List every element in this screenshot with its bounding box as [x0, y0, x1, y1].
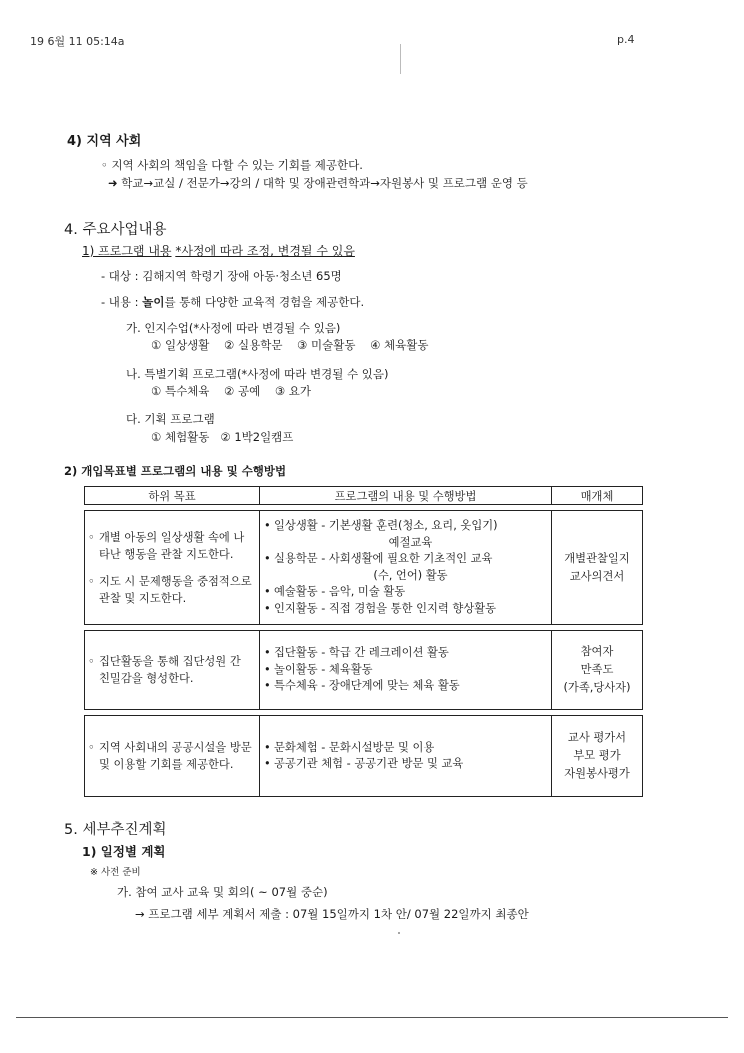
program-content-heading: [82, 242, 355, 259]
header-goal: 하위 목표: [85, 487, 260, 505]
header-media: 매개체: [552, 487, 643, 505]
community-line-1: ◦ 지역 사회의 책임을 다할 수 있는 기회를 제공한다.: [101, 158, 363, 172]
content-suffix: 를 통해 다양한 교육적 경험을 제공한다.: [164, 295, 365, 309]
prep-note: ※ 사전 준비: [90, 867, 141, 878]
table-heading: 2) 개입목표별 프로그램의 내용 및 수행방법: [64, 464, 287, 478]
intervention-table: [84, 486, 643, 797]
goal-cell: [85, 716, 260, 797]
program-item: • 인지활동 - 직접 경험을 통한 인지력 향상활동: [264, 601, 547, 618]
goal-text: ◦ 지도 시 문제행동을 중점적으로 관찰 및 지도한다.: [89, 573, 255, 607]
program-item: • 공공기관 체험 - 공공기관 방문 및 교육: [264, 756, 547, 773]
target-line: - 대상 : 김해지역 학령기 장애 아동·청소년 65명: [101, 269, 342, 283]
prep-item-ga: 가. 참여 교사 교육 및 회의( ~ 07월 중순): [117, 885, 328, 899]
footer-rule: [16, 1017, 728, 1018]
table-header-row: [85, 487, 643, 505]
media-cell: 참여자 만족도 (가족,당사자): [552, 631, 643, 710]
header-program: 프로그램의 내용 및 수행방법: [260, 487, 552, 505]
program-cell: [260, 511, 552, 625]
program-cell: [260, 716, 552, 797]
fax-timestamp: 19 6월 11 05:14a: [30, 35, 125, 48]
program-item: • 문화체험 - 문화시설방문 및 이용: [264, 740, 547, 757]
community-line-2-text: 학교→교실 / 전문가→강의 / 대학 및 장애관련학과→자원봉사 및 프로그램 운영 등: [121, 176, 528, 190]
table-row: [85, 631, 643, 710]
goal-text: ◦ 지역 사회내의 공공시설을 방문 및 이용할 기회를 제공한다.: [89, 739, 255, 773]
da-title: 다. 기획 프로그램: [126, 412, 215, 426]
content-prefix: - 내용 :: [101, 295, 143, 309]
program-item: • 특수체육 - 장애단계에 맞는 체육 활동: [264, 678, 547, 695]
goal-cell: [85, 631, 260, 710]
goal-text: ◦ 개별 아동의 일상생활 속에 나타난 행동을 관찰 지도한다.: [89, 529, 255, 563]
table-row: [85, 511, 643, 625]
section-4-title: 4. 주요사업내용: [64, 222, 167, 238]
scan-mark: [400, 44, 401, 74]
na-title: 나. 특별기획 프로그램(*사정에 따라 변경될 수 있음): [126, 367, 389, 381]
program-item: • 집단활동 - 학급 간 레크레이션 활동: [264, 645, 547, 662]
program-item: • 예술활동 - 음악, 미술 활동: [264, 584, 547, 601]
goal-text: ◦ 집단활동을 통해 집단성원 간 친밀감을 형성한다.: [89, 653, 255, 687]
page-number: p.4: [617, 33, 635, 46]
program-item: • 일상생활 - 기본생활 훈련(청소, 요리, 옷입기) 예절교육: [264, 518, 547, 551]
media-cell: 교사 평가서 부모 평가 자원봉사평가: [552, 716, 643, 797]
prep-item-arrow: → 프로그램 세부 계획서 제출 : 07월 15일까지 1차 안/ 07월 22일까지 최종안: [135, 907, 529, 921]
media-cell: 개별관찰일지 교사의견서: [552, 511, 643, 625]
da-items: ① 체험활동 ② 1박2일캠프: [151, 430, 294, 444]
program-item: • 실용학문 - 사회생활에 필요한 기초적인 교육 (수, 언어) 활동: [264, 551, 547, 584]
ga-title: 가. 인지수업(*사정에 따라 변경될 수 있음): [126, 321, 341, 335]
ga-items: ① 일상생활 ② 실용학문 ③ 미술활동 ④ 체육활동: [151, 338, 429, 352]
section-5-title: 5. 세부추진계획: [64, 822, 167, 838]
community-line-2: [108, 175, 528, 191]
schedule-heading: 1) 일정별 계획: [82, 844, 166, 859]
program-item: • 놀이활동 - 체육활동: [264, 662, 547, 679]
content-line: [101, 294, 364, 310]
program-content-note: *사정에 따라 조정, 변경될 수 있음: [175, 244, 355, 258]
program-cell: [260, 631, 552, 710]
goal-cell: [85, 511, 260, 625]
content-bold: 놀이: [142, 295, 165, 309]
table-row: [85, 716, 643, 797]
program-content-label: 1) 프로그램 내용: [82, 244, 172, 258]
community-heading: 4) 지역 사회: [67, 134, 142, 149]
arrow-icon: ➜: [108, 176, 118, 190]
na-items: ① 특수체육 ② 공예 ③ 요가: [151, 384, 312, 398]
